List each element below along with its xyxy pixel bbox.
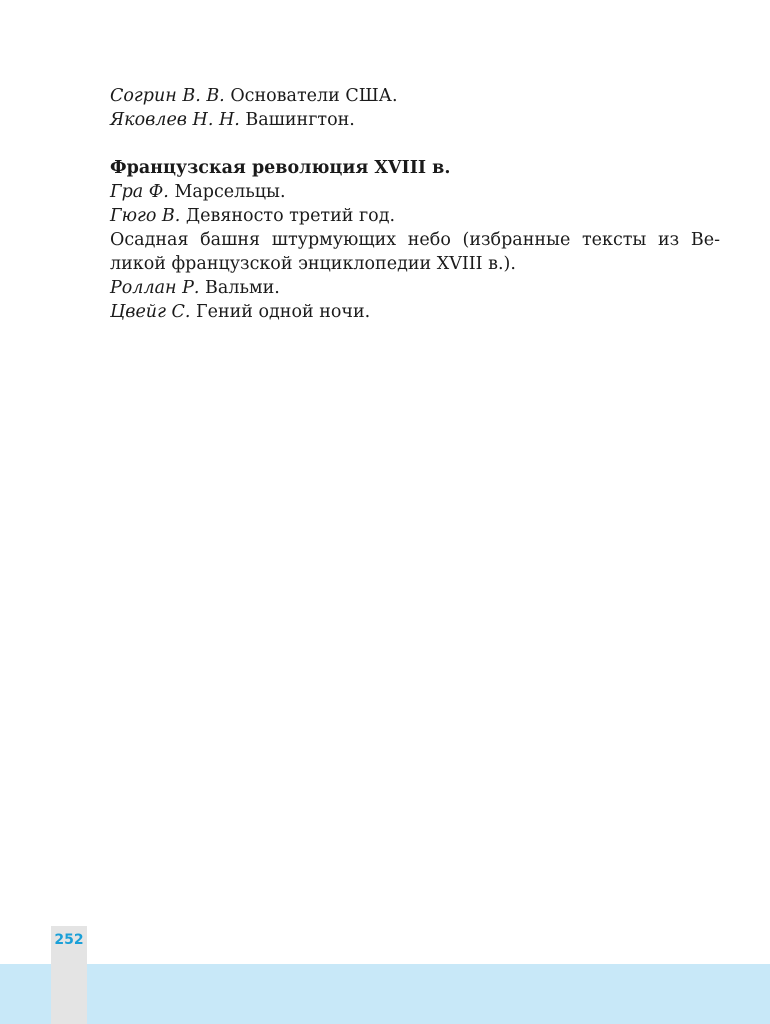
- entry-title: Девяносто третий год.: [180, 206, 396, 226]
- bibliography-entry: [110, 204, 720, 228]
- entry-author: Гюго В.: [110, 206, 181, 226]
- bibliography-entry: [110, 300, 720, 324]
- section-spacer: [110, 132, 720, 156]
- bibliography-entry: [110, 108, 720, 132]
- section-heading: Французская революция XVIII в.: [110, 158, 451, 178]
- entry-author: Роллан Р.: [110, 278, 200, 298]
- entry-author: Согрин В. В.: [110, 86, 225, 106]
- footer-band: [0, 964, 770, 1024]
- entry-author: Цвейг С.: [110, 302, 191, 322]
- entry-title: Вальми.: [199, 278, 280, 298]
- entry-title: Гений одной ночи.: [190, 302, 371, 322]
- entry-author: Яковлев Н. Н.: [110, 110, 240, 130]
- bibliography-entry: [110, 276, 720, 300]
- bibliography-entry: [110, 180, 720, 204]
- page-number: 252: [54, 932, 84, 948]
- bibliography-entry: [110, 228, 720, 276]
- bibliography-entry: [110, 84, 720, 108]
- entry-title: Основатели США.: [224, 86, 398, 106]
- entry-author: Гра Ф.: [110, 182, 169, 202]
- entry-title: Марсельцы.: [168, 182, 286, 202]
- entry-title: Осадная башня штурмующих небо (избранные тексты из Ве-ликой французской энциклопедии XVIII в.).: [110, 230, 720, 274]
- bibliography-list: [110, 84, 720, 324]
- entry-title: Вашингтон.: [239, 110, 355, 130]
